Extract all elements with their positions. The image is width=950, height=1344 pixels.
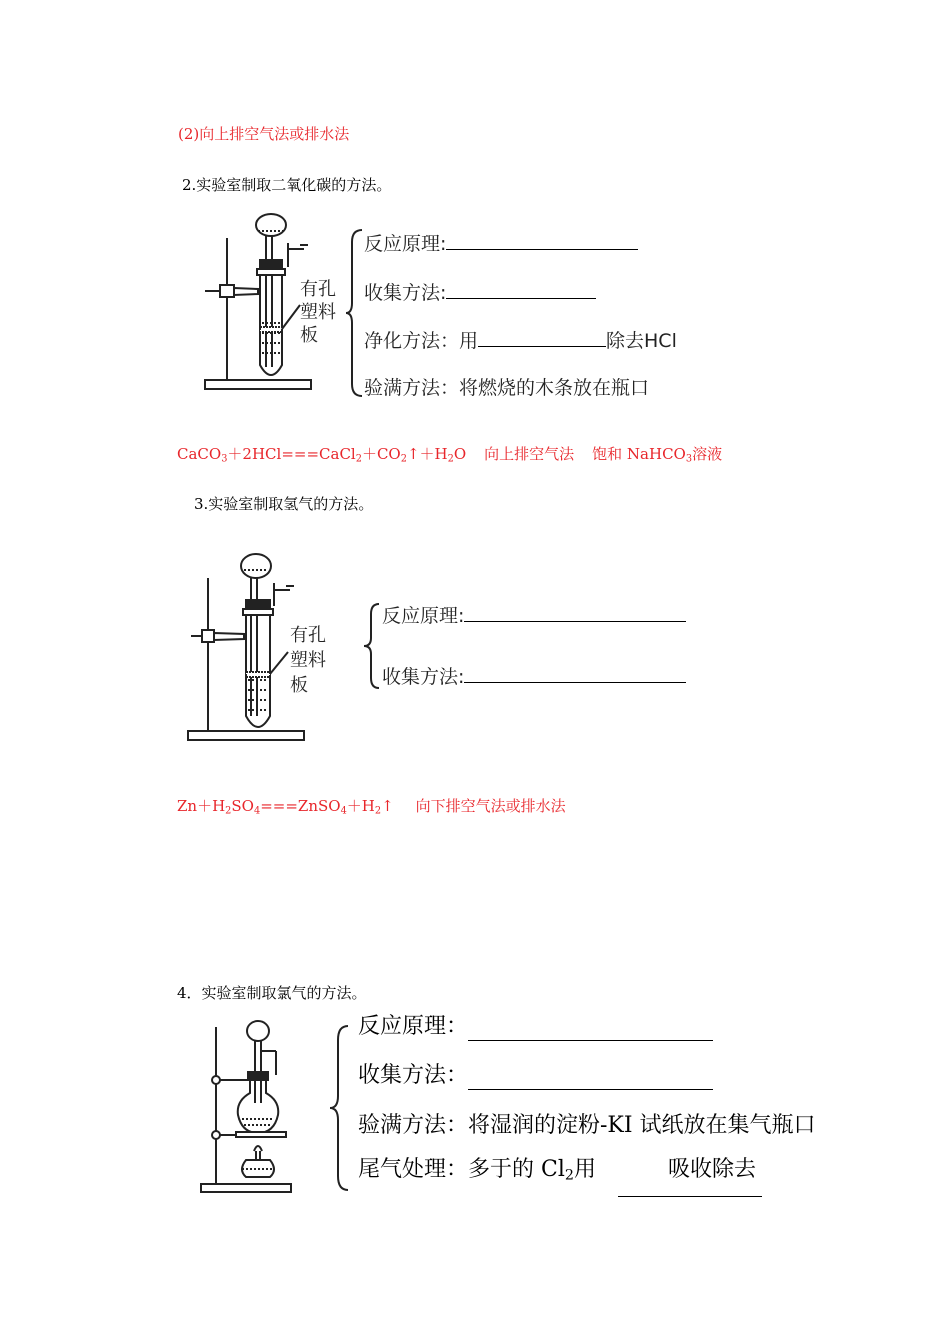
porous-plate-label: 有孔 塑料 板 <box>300 279 336 346</box>
answer-line-top: (2)向上排空气法或排水法 <box>178 125 350 143</box>
brace-icon <box>362 602 382 690</box>
section4-heading: 4．实验室制取氯气的方法。 <box>177 984 367 1002</box>
h2-collect-row: 收集方法: <box>382 662 686 689</box>
brace-icon <box>328 1024 350 1194</box>
cl2-full-check-row: 验满方法：将湿润的淀粉-KI 试纸放在集气瓶口 <box>358 1113 816 1138</box>
co2-purify-row: 净化方法：用 除去HCl <box>364 330 677 352</box>
section2-heading: 2.实验室制取二氧化碳的方法。 <box>182 176 392 194</box>
cl2-collect-row: 收集方法： <box>358 1058 713 1089</box>
cl2-tail-gas-row: 尾气处理：多于的 $Cl_2$用 吸收除去 <box>358 1157 757 1184</box>
porous-plate-label: 有孔 塑料 板 <box>290 625 326 696</box>
co2-reaction-row: 反应原理: <box>364 229 638 256</box>
h2-answer-line: $Zn+H_2SO_4===ZnSO_4+H_2↑$ 向下排空气法或排水法 <box>177 797 566 817</box>
co2-full-check-row: 验满方法：将燃烧的木条放在瓶口 <box>364 377 650 399</box>
tail-gas-blank <box>618 1196 762 1197</box>
section3-heading: 3.实验室制取氢气的方法。 <box>194 495 374 513</box>
co2-answer-line: $CaCO_3+2HCl===CaCl_2+CO_2↑+H_2O$ 向上排空气法 饱和 NaHCO$_3$溶液 <box>177 445 723 465</box>
brace-icon <box>345 228 365 398</box>
cl2-reaction-row: 反应原理： <box>358 1009 713 1040</box>
co2-collect-row: 收集方法: <box>364 278 596 305</box>
co2-apparatus-figure <box>200 205 360 400</box>
cl2-apparatus-figure <box>198 1015 298 1200</box>
h2-reaction-row: 反应原理: <box>382 601 686 628</box>
